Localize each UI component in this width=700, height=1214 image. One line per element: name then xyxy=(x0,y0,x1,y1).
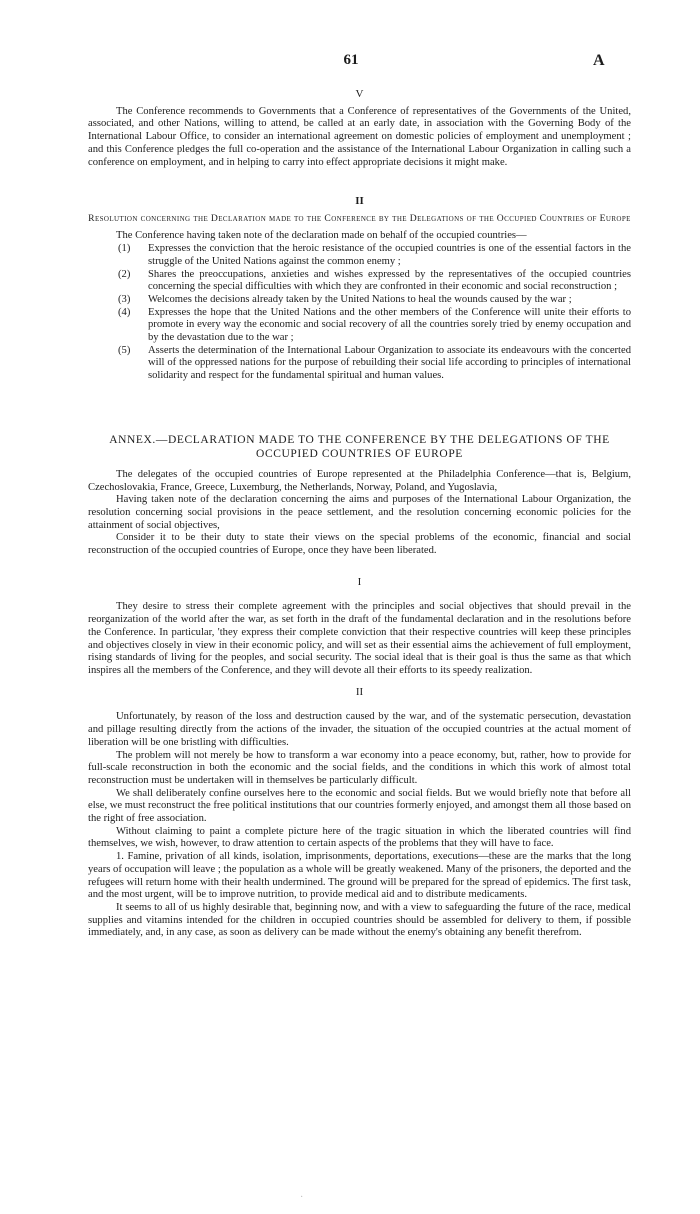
page-number: 61 xyxy=(343,52,359,68)
resolution-ii-numeral: II xyxy=(355,195,364,208)
list-item-number: (5) xyxy=(118,344,131,356)
list-item-text: Asserts the determination of the International Labour Organization to associate its endeavours with the concerted will of the oppressed nations for the purpose of rebuilding their social life according to principles of international solidarity and respect for the fundamental spiritual and human values. xyxy=(148,344,631,382)
list-item-text: Expresses the hope that the United Nations and the other members of the Conference will unite their efforts to promote in every way the economic and social recovery of all the countries sorely tried by enemy occupation and by the devastation due to the war ; xyxy=(148,306,631,344)
annex-section-ii-numeral: II xyxy=(355,685,364,698)
list-item-number: (1) xyxy=(118,243,131,255)
annex-intro-paragraph: Having taken note of the declaration concerning the aims and purposes of the International Labour Organization, the resolution concerning social provisions in the peace settlement, and the resolution concerning economic policies for the attainment of social objectives, xyxy=(88,494,631,531)
resolution-ii-intro: The Conference having taken note of the declaration made on behalf of the occupied countries— xyxy=(116,230,527,242)
list-item xyxy=(88,307,631,345)
list-item xyxy=(88,269,631,294)
annex-section-i-paragraph: They desire to stress their complete agreement with the principles and social objectives that should prevail in the reorganization of the world after the war, as set forth in the draft of the fundamental declaration and in the resolutions before the Conference. In particular, 'they express their complete conviction that their respective countries will keep these principles and objectives closely in view in their economic policy, and will set as their essential aims the achievement of full employment, rising standards of living for the peoples, and social security. The social ideal that is their goal is thus the same as that which inspires all the members of the Conference, and they will devote all their efforts to its speedy realization. xyxy=(88,601,631,676)
annex-title: ANNEX.—DECLARATION MADE TO THE CONFERENCE BY THE DELEGATIONS OF THE OCCUPIED COUNTRIES OF EUROPE xyxy=(109,433,610,460)
list-item-text: Shares the preoccupations, anxieties and wishes expressed by the representatives of the occupied countries concerning the special difficulties with which they are confronted in their economic and social reconstruction ; xyxy=(148,268,631,293)
document-body xyxy=(88,88,631,940)
list-item-number: (3) xyxy=(118,293,131,305)
resolution-ii-list xyxy=(88,243,631,383)
annex-section-ii-paragraph: We shall deliberately confine ourselves here to the economic and social fields. But we would briefly note that before all else, we must reconstruct the free political institutions that our countries formerly enjoyed, and amongst them all those based on the right of free association. xyxy=(88,787,631,825)
annex-section-ii-paragraph: Unfortunately, by reason of the loss and destruction caused by the war, and of the systematic persecution, devastation and pillage resulting directly from the actions of the invader, the situation of the occupied countries at the actual moment of liberation will be one bristling with difficulties. xyxy=(88,711,631,748)
section-v-numeral: V xyxy=(355,88,364,100)
annex-section-ii-paragraph: The problem will not merely be how to transform a war economy into a peace economy, but, rather, how to provide for full-scale reconstruction in both the economic and the social fields, and the conditions in which this work of almost total reconstruction must be undertaken will in themselves be particularly difficult. xyxy=(88,749,631,786)
annex-section-i-numeral: I xyxy=(357,575,362,588)
annex-section-ii-paragraph: Without claiming to paint a complete picture here of the tragic situation in which the liberated countries will find themselves, we wish, however, to draw attention to certain aspects of the problems that they will have to face. xyxy=(88,825,631,850)
list-item-text: Welcomes the decisions already taken by the United Nations to heal the wounds caused by the war ; xyxy=(148,293,572,305)
scan-mark: · xyxy=(300,1192,304,1203)
annex-intro-paragraph: Consider it to be their duty to state their views on the special problems of the economic, financial and social reconstruction of the occupied countries of Europe, once they have been liberated. xyxy=(88,532,631,557)
annex-section-ii-paragraph: It seems to all of us highly desirable that, beginning now, and with a view to safeguarding the future of the race, medical supplies and vitamins intended for the children in occupied countries should be assembled for delivery to them, if possible immediately, and, in any case, as soon as delivery can be made without the enemy's obtaining any benefit therefrom. xyxy=(88,901,631,939)
list-item-text: Expresses the conviction that the heroic resistance of the occupied countries is one of the essential factors in the struggle of the United Nations against the common enemy ; xyxy=(148,243,631,267)
annex-section-ii-paragraph: 1. Famine, privation of all kinds, isolation, imprisonments, deportations, executions—these are the marks that the long years of occupation will leave ; the population as a whole will be greatly weakened. Many of the prisoners, the deported and the refugees will return home with their health undermined. The ground will be prepared for the spread of epidemics. The first task, and the most urgent, will be to improve nutrition, to provide medical aid and to distribute medicaments. xyxy=(88,851,631,901)
list-item xyxy=(88,345,631,383)
list-item-number: (4) xyxy=(118,306,131,318)
series-letter: A xyxy=(593,52,605,69)
page-header xyxy=(0,52,700,74)
list-item xyxy=(88,243,631,268)
recommendation-v-paragraph: The Conference recommends to Governments that a Conference of representatives of the Governments of the United, associated, and other Nations, willing to attend, be called at an early date, in association with the Governing Body of the International Labour Office, to consider an international agreement on domestic policies of employment and unemployment ; and this Conference pledges the full co-operation and the assistance of the International Labour Organization in calling such a conference on employment, and in helping to carry into effect appropriate decisions it might make. xyxy=(88,105,631,168)
list-item-number: (2) xyxy=(118,268,131,280)
annex-intro-paragraph: The delegates of the occupied countries of Europe represented at the Philadelphia Conference—that is, Belgium, Czechoslovakia, France, Greece, Luxemburg, the Netherlands, Norway, Poland, and Yugoslavia, xyxy=(88,468,631,493)
resolution-ii-title: Resolution concerning the Declaration made to the Conference by the Delegations of the Occupied Countries of Europe xyxy=(88,212,631,224)
list-item xyxy=(88,294,631,307)
